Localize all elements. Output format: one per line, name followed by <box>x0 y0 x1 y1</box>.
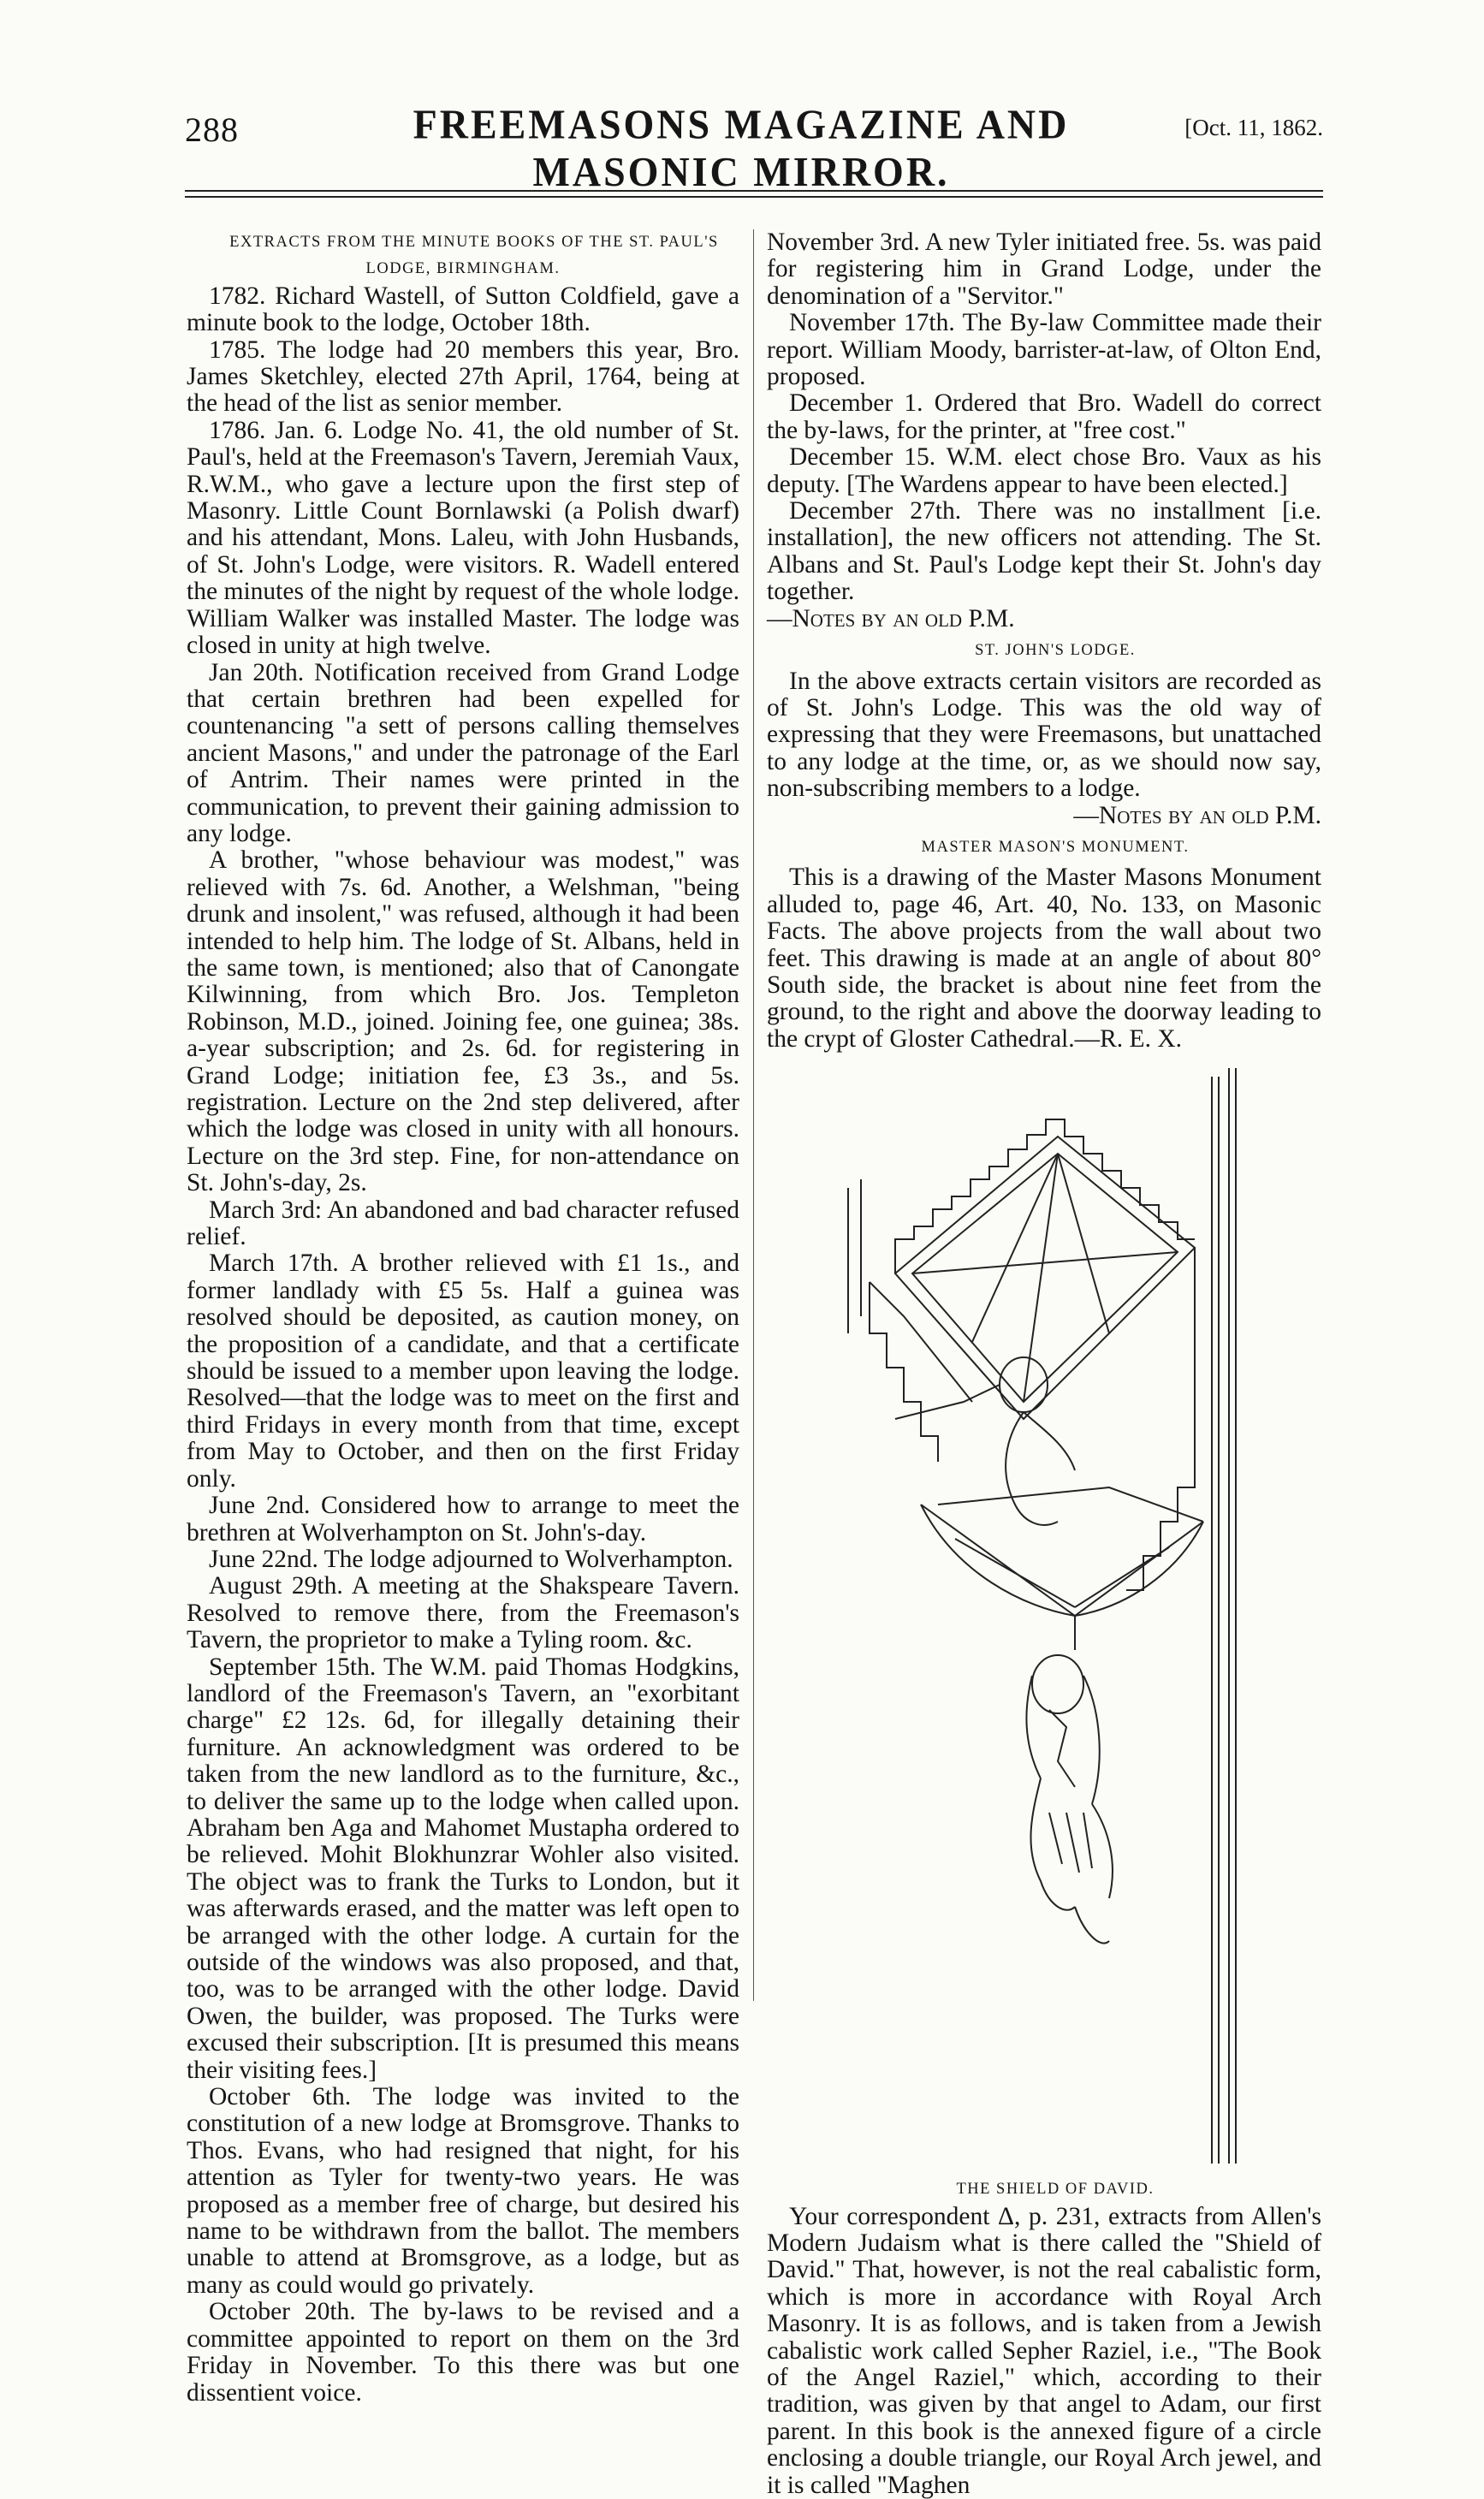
column-divider <box>753 229 754 2001</box>
paragraph: June 2nd. Considered how to arrange to meet the brethren at Wolverhampton on St. John's-day. <box>187 1492 739 1546</box>
paragraph: October 20th. The by-laws to be revised and a committee appointed to report on them on the 3rd Friday in November. To this there was but one dissentient voice. <box>187 2298 739 2407</box>
paragraph: 1786. Jan. 6. Lodge No. 41, the old number of St. Paul's, held at the Freemason's Tavern, Jeremiah Vaux, R.W.M., who gave a lecture upon the first step of Masonry. Little Count Bornlawski (a Polish dwarf) and his attendant, Mons. Laleu, with John Husbands, of St. John's Lodge, were visitors. R. Wadell entered the minutes of the night by request of the whole lodge. William Walker was installed Master. The lodge was closed in unity at high twelve. <box>187 416 739 660</box>
section-heading: ST. JOHN'S LODGE. <box>975 642 1136 660</box>
paragraph: Your correspondent Δ, p. 231, extracts from Allen's Modern Judaism what is there called the "Shield of David." That, however, is not the real cabalistic form, which is more in accordance with Royal Arch Masonry. It is as follows, and is taken from a Jewish cabalistic work called Sepher Raziel, i.e., "The Book of the Angel Raziel," which, according to their tradition, was given by that angel to Adam, our first parent. In this book is the annexed figure of a circle enclosing a double triangle, our Royal Arch jewel, and it is called "Maghen <box>767 2202 1321 2499</box>
header-rule <box>185 190 1323 192</box>
paragraph: 1785. The lodge had 20 members this year, Bro. James Sketchley, elected 27th April, 1764, being at the head of the list as senior member. <box>187 335 739 418</box>
paragraph: June 22nd. The lodge adjourned to Wolverhampton. <box>209 1545 733 1573</box>
issue-date: [Oct. 11, 1862. <box>1184 115 1323 140</box>
paragraph: November 3rd. A new Tyler initiated free. 5s. was paid for registering him in Grand Lodge, under the denomination of a "Servitor." <box>767 229 1321 310</box>
paragraph: August 29th. A meeting at the Shakspeare Tavern. Resolved to remove there, from the Freemason's Tavern, the proprietor to make a Tyling room. &c. <box>187 1572 739 1654</box>
header-rule <box>185 196 1323 198</box>
paragraph: December 27th. There was no installment [i.e. installation], the new officers not attending. The St. Albans and St. Paul's Lodge kept their St. John's day together. <box>767 497 1321 606</box>
paragraph: October 6th. The lodge was invited to the constitution of a new lodge at Bromsgrove. Thanks to Thos. Evans, who had resigned that night, for his attention as Tyler for twenty-two years. He was proposed as a member free of charge, but desired his name to be withdrawn from the ballot. The members unable to attend at Bromsgrove, as a lodge, but as many as could would go privately. <box>187 2083 739 2299</box>
paragraph: December 15. W.M. elect chose Bro. Vaux as his deputy. [The Wardens appear to have been elected.] <box>767 443 1321 498</box>
signature: —Notes by an old P.M. <box>767 604 1015 632</box>
paragraph: September 15th. The W.M. paid Thomas Hodgkins, landlord of the Freemason's Tavern, an "exorbitant charge" £2 12s. 6d, for illegally detaining their furniture. An acknowledgment was ordered to be taken from the new landlord as to the furniture, &c., to deliver the same up to the lodge when called upon. Abraham ben Aga and Mahomet Mustapha ordered to be relieved. Mohit Blokhunzrar Wohler also visited. The object was to frank the Turks to London, but it was afterwards erased, and the matter was left open to be arranged with the other lodge. A curtain for the outside of the windows was also proposed, and that, too, was to be arranged with the other lodge. David Owen, the builder, was proposed. The Turks were excused their subscription. [It is presumed this means their visiting fees.] <box>187 1653 739 2084</box>
signature: —Notes by an old P.M. <box>1073 801 1321 829</box>
paragraph: This is a drawing of the Master Masons Monument alluded to, page 46, Art. 40, No. 133, on Masonic Facts. The above projects from the wall about two feet. This drawing is made at an angle of about 80° South side, the bracket is about nine feet from the ground, to the right and above the doorway leading to the crypt of Gloster Cathedral.—R. E. X. <box>767 864 1321 1053</box>
paragraph: In the above extracts certain visitors are recorded as of St. John's Lodge. This was the old way of expressing that they were Freemasons, but unattached to any lodge at the time, or, as we should now say, non-subscribing members to a lodge. <box>767 667 1321 803</box>
figure-caption: THE SHIELD OF DAVID. <box>956 2181 1155 2199</box>
page-header <box>185 99 1323 195</box>
paragraph: March 3rd: An abandoned and bad character refused relief. <box>187 1196 739 1251</box>
masthead: FREEMASONS MAGAZINE AND MASONIC MIRROR. <box>413 101 1070 195</box>
right-column <box>767 229 1321 2499</box>
paragraph: A brother, "whose behaviour was modest," was relieved with 7s. 6d. Another, a Welshman, "being drunk and insolent," was refused, although it had been intended to help him. The lodge of St. Albans, held in the same town, is mentioned; also that of Canongate Kilwinning, from which Bro. Jos. Templeton Robinson, M.D., joined. Joining fee, one guinea; 38s. a-year subscription; and 2s. 6d. for registering in Grand Lodge; initiation fee, £3 3s., and 5s. registration. Lecture on the 2nd step delivered, after which the lodge was closed in unity with all honours. Lecture on the 3rd step. Fine, for non-attendance on St. John's-day, 2s. <box>187 846 739 1197</box>
paragraph: November 17th. The By-law Committee made their report. William Moody, barrister-at-law, of Olton End, proposed. <box>767 309 1321 391</box>
paragraph: March 17th. A brother relieved with £1 1s., and former landlady with £5 5s. Half a guinea was resolved should be deposited, as caution money, on the proposition of a candidate, and that a certificate should be issued to a member upon leaving the lodge. Resolved—that the lodge was to meet on the first and third Fridays in every month from that time, except from May to October, and then on the first Friday only. <box>187 1250 739 1493</box>
left-column <box>187 229 739 2407</box>
carved-bracket-illustration-icon <box>767 1060 1321 2176</box>
paragraph: December 1. Ordered that Bro. Wadell do correct the by-laws, for the printer, at "free cost." <box>767 389 1321 444</box>
carved-bracket-illustration <box>767 1060 1321 2176</box>
paragraph: Jan 20th. Notification received from Grand Lodge that certain brethren had been expelled for countenancing "a sett of persons calling themselves ancient Masons," and under the patronage of the Earl of Antrim. Their names were printed in the communication, to prevent their gaining admission to any lodge. <box>187 658 739 847</box>
page-number: 288 <box>185 110 239 149</box>
article-title: EXTRACTS FROM THE MINUTE BOOKS OF THE ST. PAUL'S LODGE, BIRMINGHAM. <box>229 234 719 278</box>
paragraph: 1782. Richard Wastell, of Sutton Coldfield, gave a minute book to the lodge, October 18th. <box>187 282 739 337</box>
section-heading: MASTER MASON'S MONUMENT. <box>921 838 1190 856</box>
